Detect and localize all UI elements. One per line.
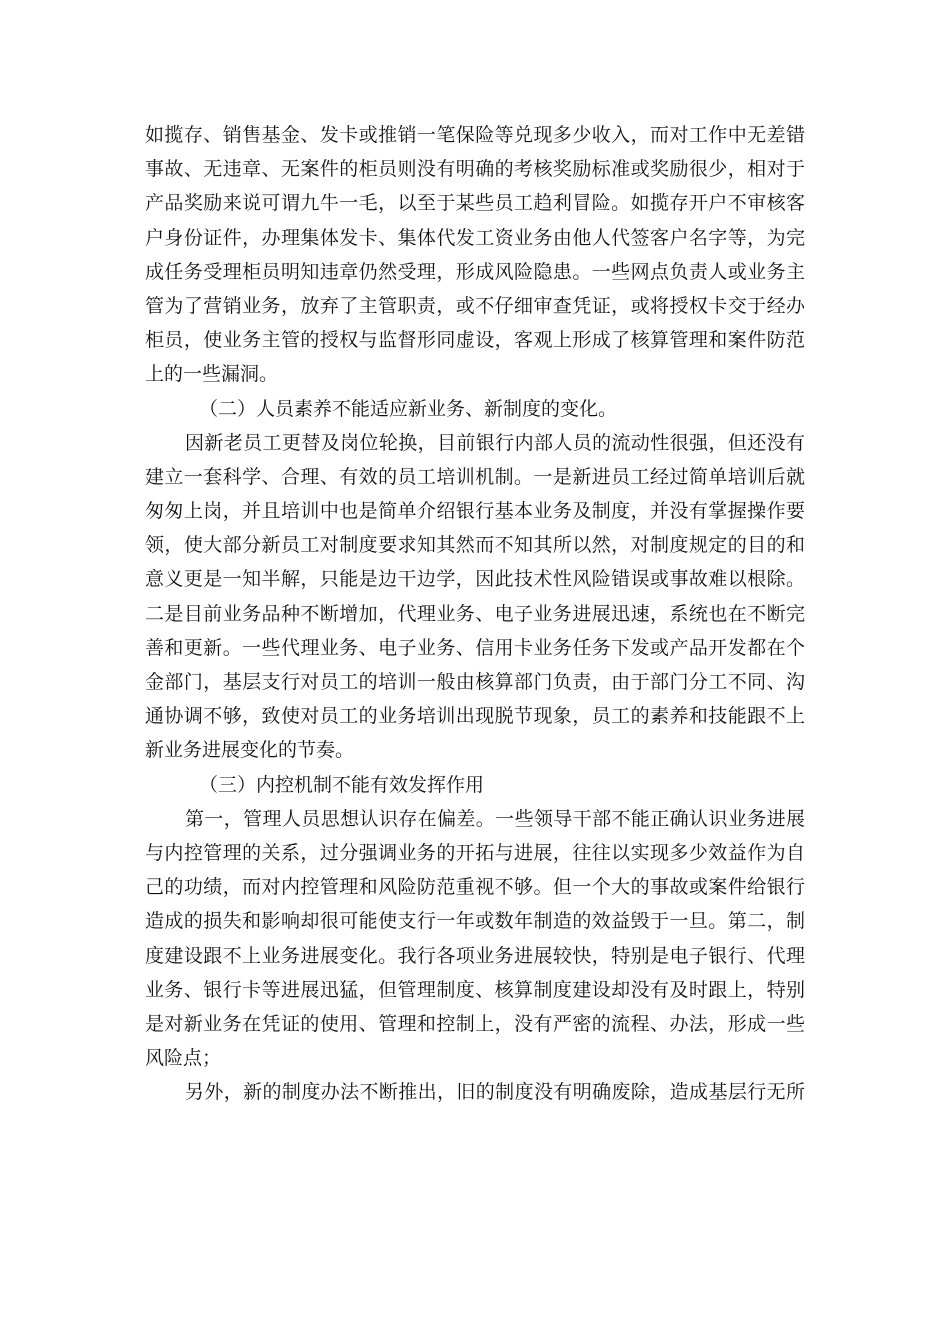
document-body: [145, 118, 805, 1109]
text-line: 建立一套科学、合理、有效的员工培训机制。一是新进员工经过简单培训后就: [145, 465, 805, 488]
text-line: 柜员，使业务主管的授权与监督形同虚设，客观上形成了核算管理和案件防范: [145, 329, 805, 352]
text-line: 成任务受理柜员明知违章仍然受理，形成风险隐患。一些网点负责人或业务主: [145, 260, 805, 283]
text-line: 造成的损失和影响却很可能使支行一年或数年制造的效益毁于一旦。第二，制: [145, 910, 805, 933]
text-line: 产品奖励来说可谓九牛一毛，以至于某些员工趋利冒险。如揽存开户不审核客: [145, 192, 805, 215]
section-heading: （三）内控机制不能有效发挥作用: [199, 773, 485, 796]
text-line: 户身份证件，办理集体发卡、集体代发工资业务由他人代签客户名字等，为完: [145, 226, 805, 249]
text-line: 是对新业务在凭证的使用、管理和控制上，没有严密的流程、办法，形成一些: [145, 1012, 805, 1035]
section-heading: （二）人员素养不能适应新业务、新制度的变化。: [199, 397, 618, 420]
text-line: 第一，管理人员思想认识存在偏差。一些领导干部不能正确认识业务进展: [185, 807, 805, 830]
text-line: 事故、无违章、无案件的柜员则没有明确的考核奖励标准或奖励很少，相对于: [145, 158, 805, 181]
text-line: 新业务进展变化的节奏。: [145, 739, 355, 762]
text-line: 通协调不够，致使对员工的业务培训出现脱节现象，员工的素养和技能跟不上: [145, 705, 805, 728]
text-line: 与内控管理的关系，过分强调业务的开拓与进展，往往以实现多少效益作为自: [145, 841, 805, 864]
text-line: 度建设跟不上业务进展变化。我行各项业务进展较快，特别是电子银行、代理: [145, 944, 805, 967]
text-line: 己的功绩，而对内控管理和风险防范重视不够。但一个大的事故或案件给银行: [145, 876, 805, 899]
text-line: 风险点；: [145, 1047, 222, 1070]
text-line: 意义更是一知半解，只能是边干边学，因此技术性风险错误或事故难以根除。: [145, 568, 805, 591]
text-line: 匆匆上岗，并且培训中也是简单介绍银行基本业务及制度，并没有掌握操作要: [145, 500, 805, 523]
text-line: 善和更新。一些代理业务、电子业务、信用卡业务任务下发或产品开发都在个: [145, 636, 805, 659]
text-line: 因新老员工更替及岗位轮换，目前银行内部人员的流动性很强，但还没有: [185, 431, 805, 454]
text-line: 管为了营销业务，放弃了主管职责，或不仔细审查凭证，或将授权卡交于经办: [145, 294, 805, 317]
text-line: 上的一些漏洞。: [145, 363, 279, 386]
text-line: 金部门，基层支行对员工的培训一般由核算部门负责，由于部门分工不同、沟: [145, 671, 805, 693]
text-line: 二是目前业务品种不断增加，代理业务、电子业务进展迅速，系统也在不断完: [145, 602, 805, 625]
text-line: 业务、银行卡等进展迅猛，但管理制度、核算制度建设却没有及时跟上，特别: [145, 978, 805, 1001]
text-line: 领，使大部分新员工对制度要求知其然而不知其所以然，对制度规定的目的和: [145, 534, 805, 557]
text-line: 如揽存、销售基金、发卡或推销一笔保险等兑现多少收入，而对工作中无差错: [145, 124, 805, 146]
text-line: 另外，新的制度办法不断推出，旧的制度没有明确废除，造成基层行无所: [185, 1081, 805, 1104]
